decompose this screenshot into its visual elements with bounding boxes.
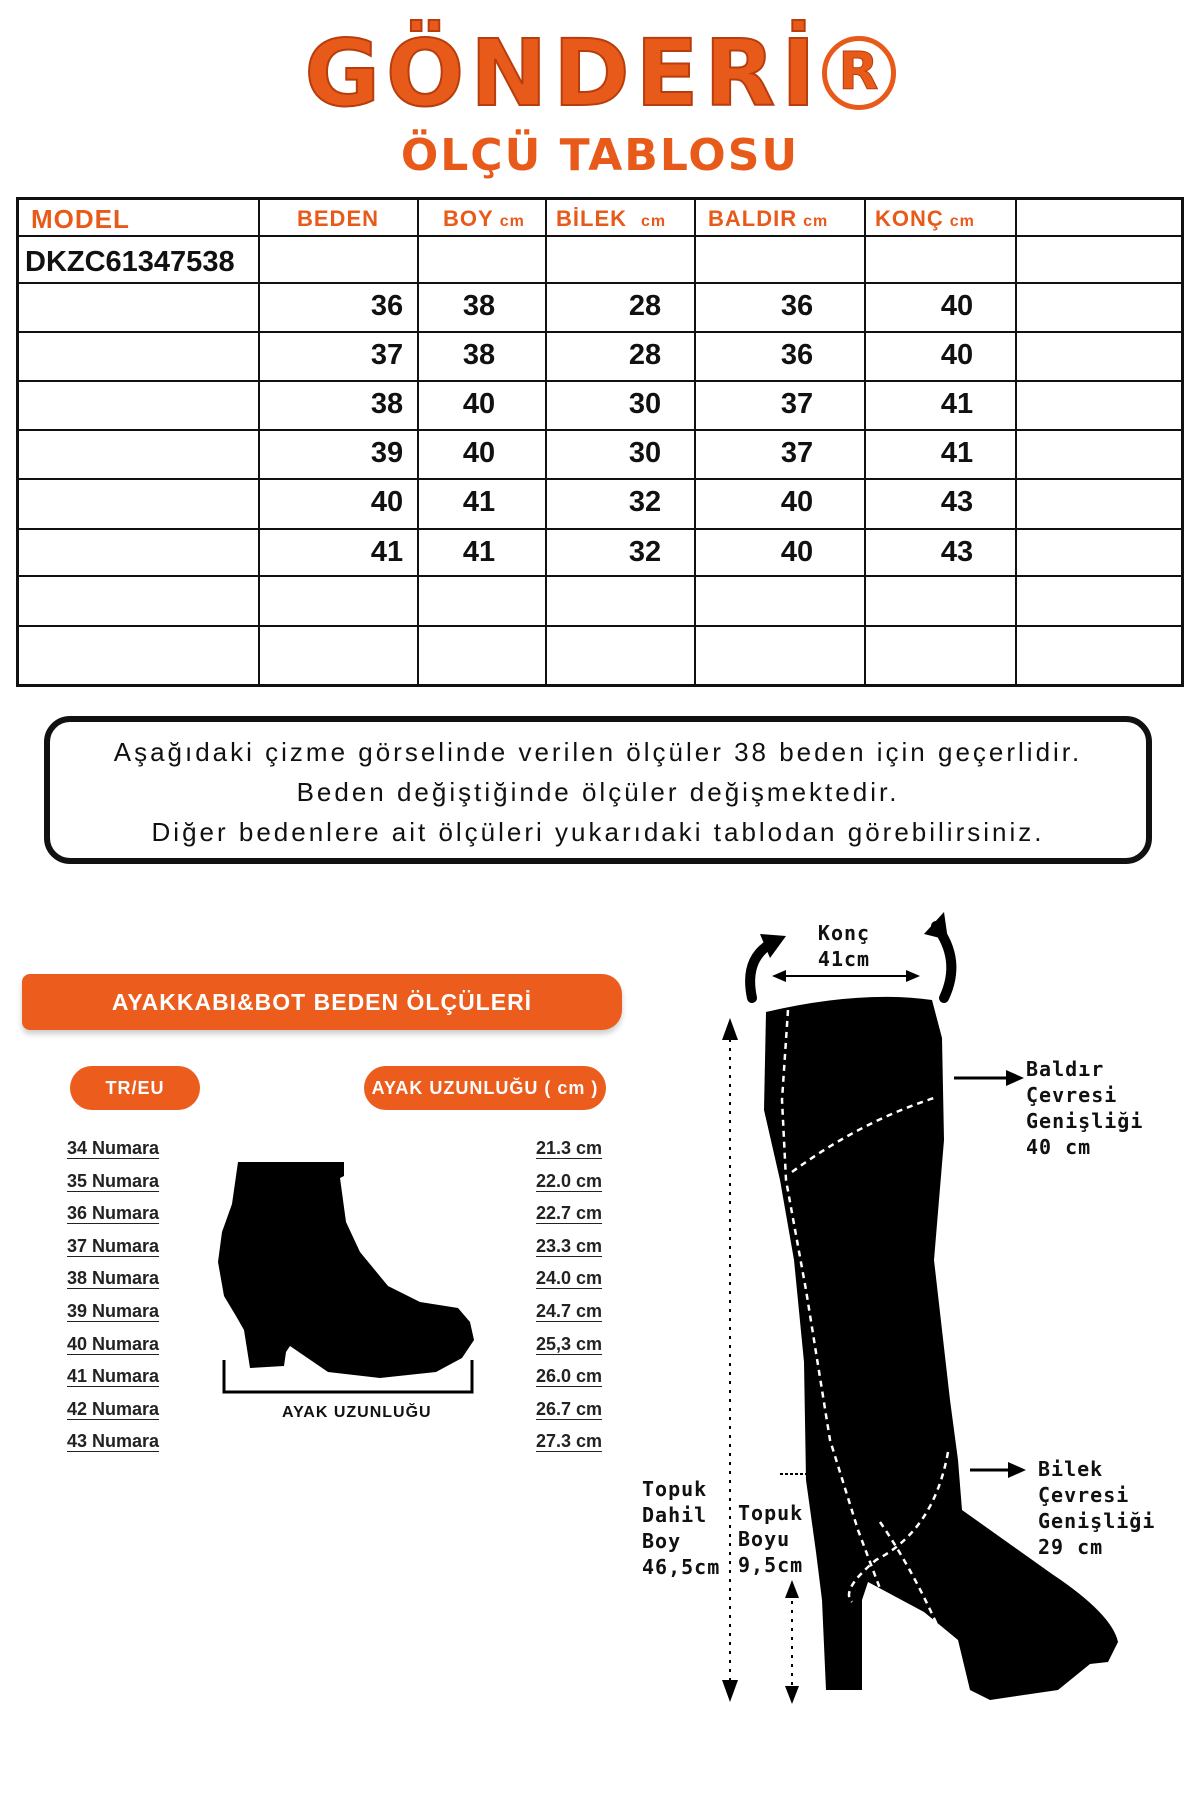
notice-line-1: Aşağıdaki çizme görselinde verilen ölçüler 38 beden için geçerlidir. [113, 737, 1083, 767]
length-list-item: 25,3 cm [536, 1333, 603, 1354]
length-list-item: 23.3 cm [536, 1235, 603, 1256]
table-cell-boy: 41 [462, 536, 496, 568]
length-list-item: 26.0 cm [536, 1366, 603, 1387]
length-list-item: 22.7 cm [536, 1203, 603, 1224]
size-list-item: 40 Numara [67, 1333, 160, 1354]
col-header-model: MODEL [31, 204, 130, 234]
size-list-item: 37 Numara [67, 1235, 160, 1256]
col-header-konc: KONÇ cm [875, 206, 975, 231]
table-cell-beden: 38 [370, 388, 404, 420]
table-cell-konc: 41 [940, 388, 974, 420]
length-list-item: 26.7 cm [536, 1398, 603, 1419]
table-cell-beden: 37 [370, 339, 404, 371]
foot-length-label: AYAK UZUNLUĞU [282, 1404, 432, 1421]
brand-name: GÖNDERİ [304, 20, 822, 127]
model-code: DKZC61347538 [25, 246, 235, 278]
size-list-item: 35 Numara [67, 1170, 160, 1191]
col-header-bilek: BİLEK cm [556, 206, 667, 231]
size-list-item: 36 Numara [67, 1203, 160, 1224]
total-height-arrow [722, 1018, 738, 1702]
table-cell-beden: 41 [370, 536, 404, 568]
notice-line-2: Beden değiştiğinde ölçüler değişmektedir. [296, 777, 900, 807]
size-list-item: 41 Numara [67, 1366, 160, 1387]
col-header-baldir: BALDIR cm [708, 206, 829, 231]
table-cell-baldir: 40 [780, 536, 814, 568]
size-header-pill: TR/EU [70, 1066, 200, 1110]
table-cell-konc: 40 [940, 290, 974, 322]
table-cell-konc: 41 [940, 437, 974, 469]
col-header-boy: BOY cm [443, 206, 525, 231]
size-list-item: 38 Numara [67, 1268, 160, 1289]
page-title: ÖLÇÜ TABLOSU [400, 130, 800, 181]
table-cell-beden: 39 [370, 437, 404, 469]
table-cell-beden: 40 [370, 486, 404, 518]
table-cell-boy: 40 [462, 437, 496, 469]
table-cell-baldir: 36 [780, 339, 814, 371]
table-cell-konc: 43 [940, 536, 974, 568]
konc-label: Konç 41cm [817, 921, 871, 971]
shoe-guide-banner: AYAKKABI&BOT BEDEN ÖLÇÜLERİ [22, 974, 622, 1030]
table-cell-bilek: 30 [628, 437, 662, 469]
table-cell-bilek: 28 [628, 290, 662, 322]
table-cell-boy: 41 [462, 486, 496, 518]
table-cell-bilek: 28 [628, 339, 662, 371]
table-cell-baldir: 40 [780, 486, 814, 518]
table-cell-bilek: 32 [628, 536, 662, 568]
length-list-item: 22.0 cm [536, 1170, 603, 1191]
pointer-arrows [954, 1070, 1026, 1478]
table-cell-baldir: 37 [780, 437, 814, 469]
registered-mark: R [822, 36, 896, 110]
length-list-item: 24.7 cm [536, 1300, 603, 1321]
size-list-item: 42 Numara [67, 1398, 160, 1419]
table-cell-baldir: 37 [780, 388, 814, 420]
size-list-item: 43 Numara [67, 1431, 160, 1452]
table-cell-bilek: 30 [628, 388, 662, 420]
size-list-item: 39 Numara [67, 1300, 160, 1321]
table-cell-konc: 40 [940, 339, 974, 371]
baldir-label: Baldır Çevresi Genişliği 40 cm [1026, 1057, 1144, 1159]
table-cell-baldir: 36 [780, 290, 814, 322]
table-cell-boy: 38 [462, 290, 496, 322]
length-header-pill: AYAK UZUNLUĞU ( cm ) [364, 1066, 606, 1110]
ankle-boot-silhouette-icon [218, 1162, 474, 1392]
size-list-item: 34 Numara [67, 1138, 160, 1158]
total-height-label: Topuk Dahil Boy 46,5cm [642, 1477, 721, 1579]
length-list-item: 21.3 cm [536, 1138, 603, 1158]
heel-height-label: Topuk Boyu 9,5cm [738, 1501, 804, 1577]
table-cell-boy: 38 [462, 339, 496, 371]
length-list-item: 27.3 cm [536, 1431, 603, 1452]
table-cell-bilek: 32 [628, 486, 662, 518]
table-cell-konc: 43 [940, 486, 974, 518]
col-header-beden: BEDEN [297, 206, 380, 231]
length-list-item: 24.0 cm [536, 1268, 603, 1289]
notice-line-3: Diğer bedenlere ait ölçüleri yukarıdaki tablodan görebilirsiniz. [151, 817, 1045, 847]
table-cell-boy: 40 [462, 388, 496, 420]
table-cell-beden: 36 [370, 290, 404, 322]
bilek-label: Bilek Çevresi Genişliği 29 cm [1038, 1457, 1156, 1559]
